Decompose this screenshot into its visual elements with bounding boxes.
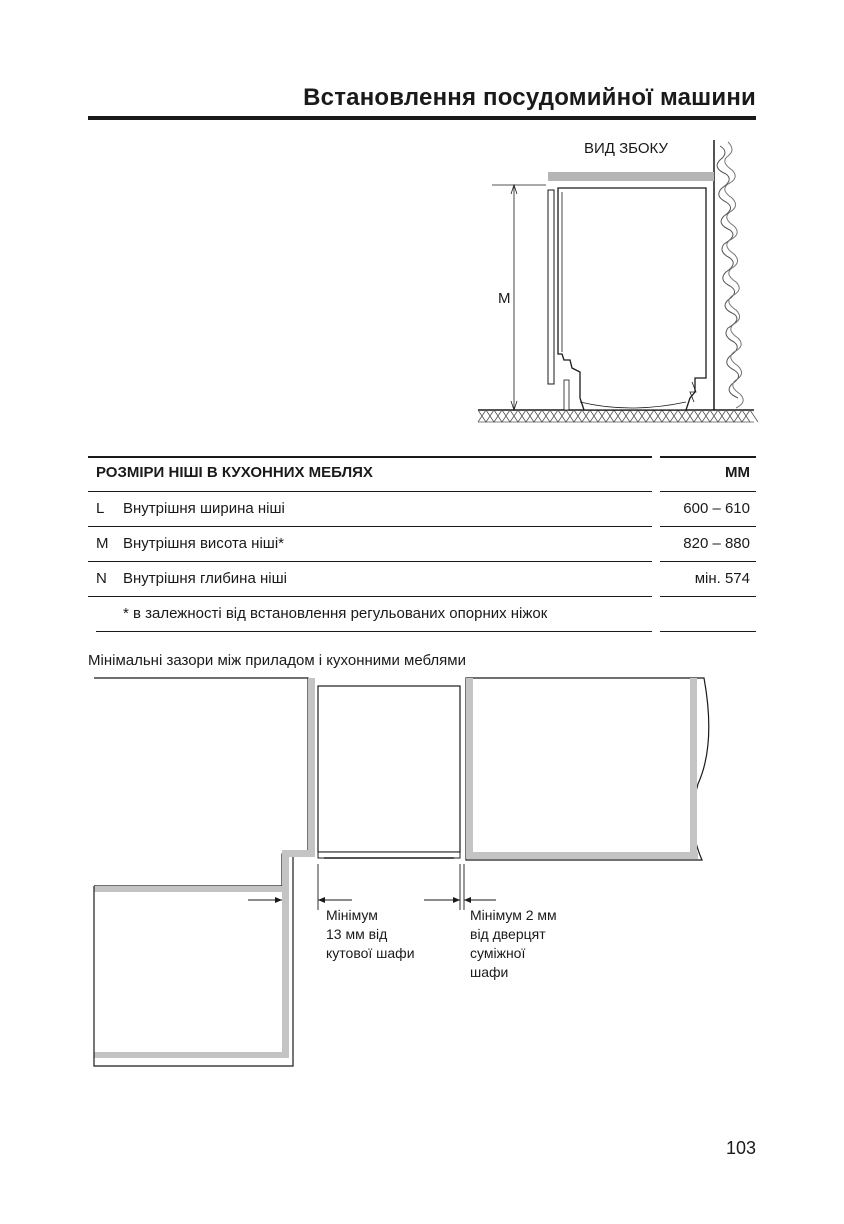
corner-cabinet-top: [94, 678, 308, 886]
table-footnote: * в залежності від встановлення регульованих опорних ніжок: [123, 605, 548, 622]
table-top-rule-right: [660, 456, 756, 458]
clearance-diagram: [86, 674, 716, 1084]
table-row-rule: [88, 526, 652, 527]
table-row-label: Внутрішня глибина ніші: [123, 570, 287, 587]
table-top-rule-left: [88, 456, 652, 458]
dishwasher-door: [318, 852, 460, 858]
table-row-value: 820 – 880: [683, 535, 750, 552]
table-header-label: РОЗМІРИ НІШІ В КУХОННИХ МЕБЛЯХ: [96, 464, 373, 481]
table-row-rule: [660, 526, 756, 527]
note-line: 13 мм від: [326, 926, 388, 942]
table-row-rule: [88, 561, 652, 562]
table-bottom-rule-right: [660, 631, 756, 632]
dishwasher-top-view: [318, 686, 460, 852]
table-header-unit: MM: [725, 464, 750, 481]
note-line: Мінімум: [326, 907, 378, 923]
table-row-value: мін. 574: [694, 570, 750, 587]
table-row-rule: [660, 596, 756, 597]
clearance-caption: Мінімальні зазори між приладом і кухонними меблями: [88, 652, 466, 669]
table-header-rule-right: [660, 491, 756, 492]
table-row-value: 600 – 610: [683, 500, 750, 517]
table-row-rule: [660, 561, 756, 562]
table-row-label: Внутрішня висота ніші*: [123, 535, 285, 552]
note-line: Мінімум 2 мм: [470, 907, 557, 923]
title-rule: [88, 116, 756, 120]
side-view-label: ВИД ЗБОКУ: [584, 140, 668, 157]
side-view-diagram: [470, 130, 760, 430]
table-row-key: N: [96, 570, 107, 587]
page-number: 103: [725, 1138, 756, 1158]
note-line: суміжної: [470, 945, 526, 961]
table-bottom-rule-left: [96, 631, 652, 632]
door-panel: [548, 190, 554, 384]
page-title: Встановлення посудомийної машини: [303, 84, 756, 111]
clearance-note-left: [326, 906, 415, 963]
table-row-label: Внутрішня ширина ніші: [123, 500, 285, 517]
table-row-rule: [88, 596, 652, 597]
clearance-note-right: [470, 906, 557, 982]
note-line: шафи: [470, 964, 509, 980]
table-row-key: M: [96, 535, 109, 552]
adjacent-cabinet: [466, 678, 709, 860]
countertop: [548, 172, 714, 181]
note-line: від дверцят: [470, 926, 546, 942]
dimension-label-m: M: [498, 290, 511, 307]
machine-body: [558, 188, 706, 410]
table-header-rule-left: [88, 491, 652, 492]
table-row-key: L: [96, 500, 105, 517]
note-line: кутової шафи: [326, 945, 415, 961]
